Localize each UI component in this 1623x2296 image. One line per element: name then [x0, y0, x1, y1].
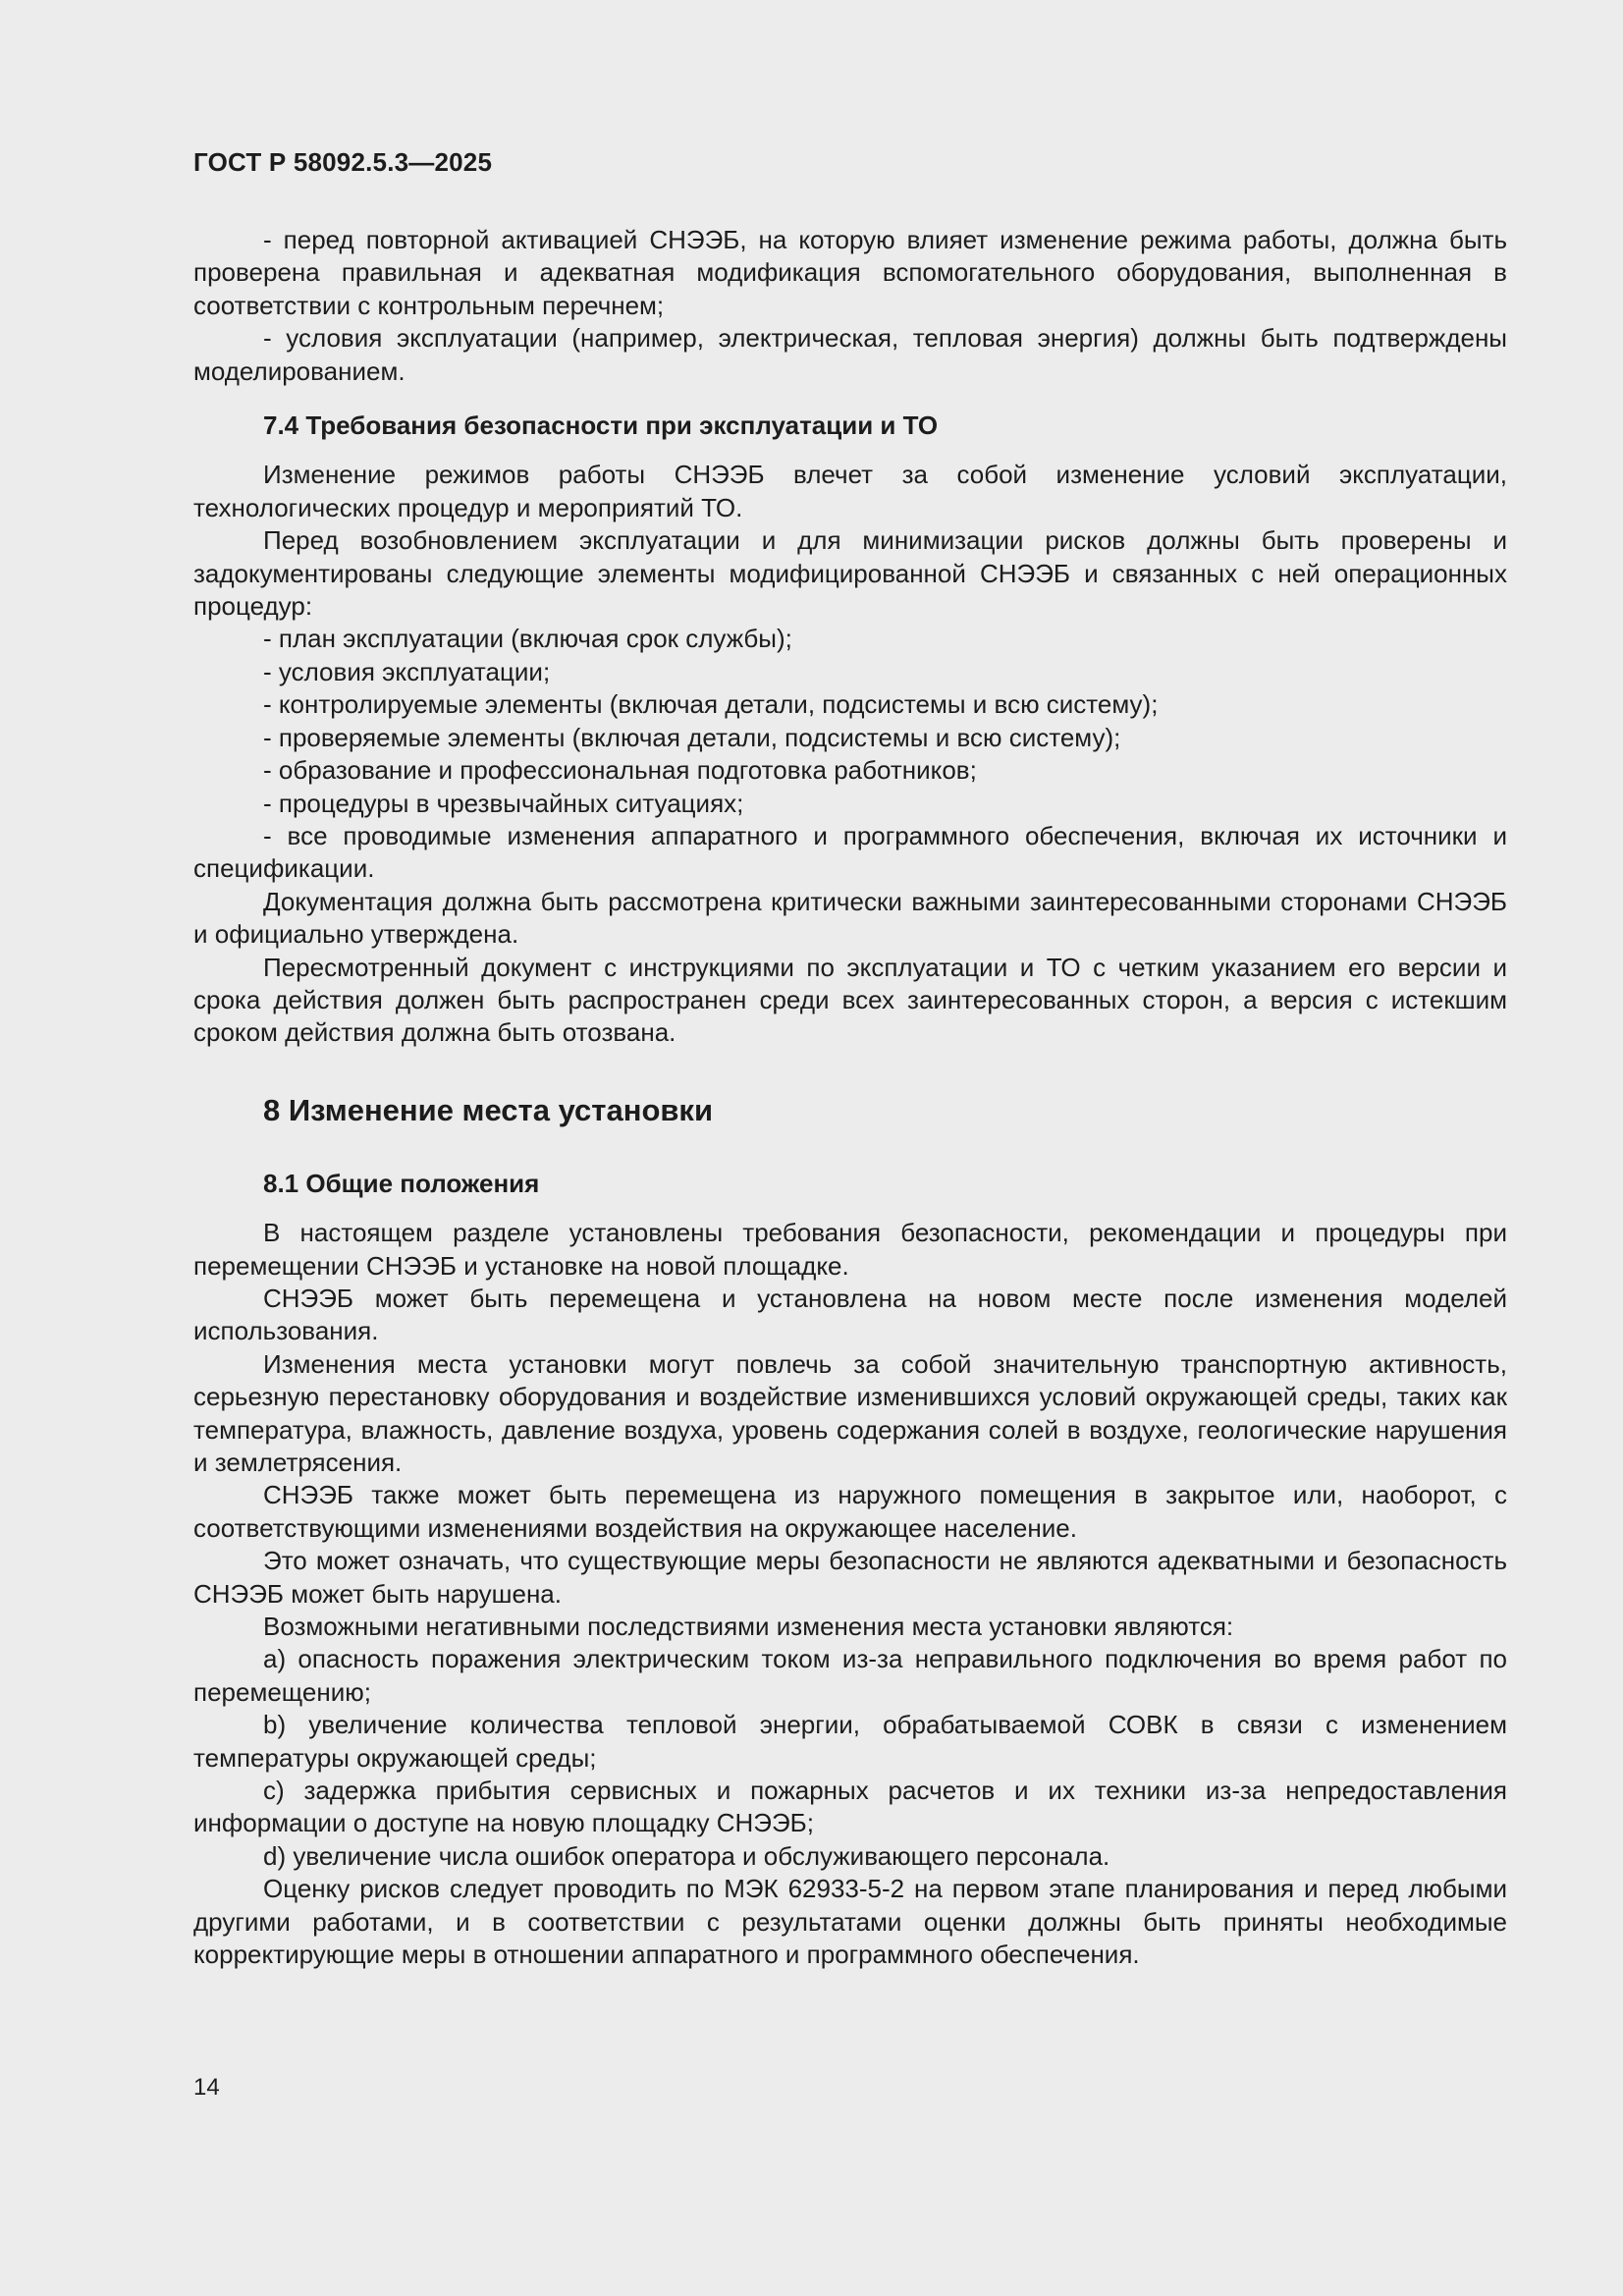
- section-8-1-list-item: d) увеличение числа ошибок оператора и обслуживающего персонала.: [263, 1840, 1110, 1871]
- document-body: [193, 224, 1507, 1972]
- section-8-1-paragraph: Изменения места установки могут повлечь за собой значительную транспортную активность, серьезную перестановку оборудования и воздействие изменившихся условий окружающей среды, таких как температура, влажность, давление воздуха, уровень содержания солей в воздухе, геологические нарушения и землетрясения.: [193, 1348, 1507, 1477]
- section-8-1-paragraph: В настоящем разделе установлены требования безопасности, рекомендации и процедуры при перемещении СНЭЭБ и установке на новой площадке.: [193, 1218, 1507, 1281]
- section-7-4-paragraph-4: Пересмотренный документ с инструкциями по эксплуатации и ТО с четким указанием его версии и срока действия должен быть распространен среди всех заинтересованных сторон, а версия с истекшим сроком действия должна быть отозвана.: [193, 952, 1507, 1048]
- section-7-4-paragraph-3: Документация должна быть рассмотрена критически важными заинтересованными сторонами СНЭЭБ и официально утверждена.: [193, 886, 1507, 950]
- section-8-1-paragraph: СНЭЭБ может быть перемещена и установлена на новом месте после изменения моделей использования.: [193, 1283, 1507, 1346]
- page-number: 14: [193, 2074, 220, 2101]
- section-8-1-paragraph: Возможными негативными последствиями изменения места установки являются:: [263, 1612, 1234, 1642]
- section-7-4-list-item: - проверяемые элементы (включая детали, подсистемы и всю систему);: [263, 722, 1121, 752]
- section-8-1-list-item: a) опасность поражения электрическим током из-за неправильного подключения во время работ по перемещению;: [193, 1644, 1507, 1707]
- section-7-4-list-item: - план эксплуатации (включая срок службы);: [263, 624, 792, 654]
- section-8-1-list-item: c) задержка прибытия сервисных и пожарных расчетов и их техники из-за непредоставления информации о доступе на новую площадку СНЭЭБ;: [193, 1776, 1507, 1838]
- section-8-heading: 8 Изменение места установки: [263, 1092, 714, 1127]
- section-7-4-paragraph-2: Перед возобновлением эксплуатации и для минимизации рисков должны быть проверены и задокументированы следующие элементы модифицированной СНЭЭБ и связанных с ней операционных процедур:: [193, 525, 1507, 622]
- document-header-title: ГОСТ Р 58092.5.3—2025: [193, 147, 493, 177]
- intro-bullet-1: - перед повторной активацией СНЭЭБ, на которую влияет изменение режима работы, должна быть проверена правильная и адекватная модификация вспомогательного оборудования, выполненная в соответствии с контрольным перечнем;: [193, 225, 1507, 320]
- intro-bullet-2: - условия эксплуатации (например, электрическая, тепловая энергия) должны быть подтверждены моделированием.: [193, 323, 1507, 386]
- section-8-1-paragraph: Это может означать, что существующие меры безопасности не являются адекватными и безопасность СНЭЭБ может быть нарушена.: [193, 1546, 1507, 1609]
- section-7-4-list-item: - все проводимые изменения аппаратного и программного обеспечения, включая их источники и спецификации.: [193, 820, 1507, 884]
- section-8-1-list-item: b) увеличение количества тепловой энергии, обрабатываемой СОВК в связи с изменением температуры окружающей среды;: [193, 1710, 1507, 1773]
- section-7-4-list-item: - образование и профессиональная подготовка работников;: [263, 755, 977, 786]
- section-7-4-list-item: - контролируемые элементы (включая детали, подсистемы и всю систему);: [263, 689, 1159, 720]
- section-7-4-list-item: - процедуры в чрезвычайных ситуациях;: [263, 788, 744, 818]
- section-7-4-paragraph-1: Изменение режимов работы СНЭЭБ влечет за собой изменение условий эксплуатации, технологических процедур и мероприятий ТО.: [193, 460, 1507, 522]
- section-8-1-paragraph: СНЭЭБ также может быть перемещена из наружного помещения в закрытое или, наоборот, с соответствующими изменениями воздействия на окружающее население.: [193, 1480, 1507, 1543]
- section-7-4-heading: 7.4 Требования безопасности при эксплуатации и ТО: [263, 410, 939, 441]
- section-8-1-heading: 8.1 Общие положения: [263, 1168, 540, 1198]
- section-8-1-paragraph: Оценку рисков следует проводить по МЭК 62933-5-2 на первом этапе планирования и перед любыми другими работами, и в соответствии с результатами оценки должны быть приняты необходимые корректирующие меры в отношении аппаратного и программного обеспечения.: [193, 1874, 1507, 1970]
- section-7-4-list-item: - условия эксплуатации;: [263, 656, 551, 686]
